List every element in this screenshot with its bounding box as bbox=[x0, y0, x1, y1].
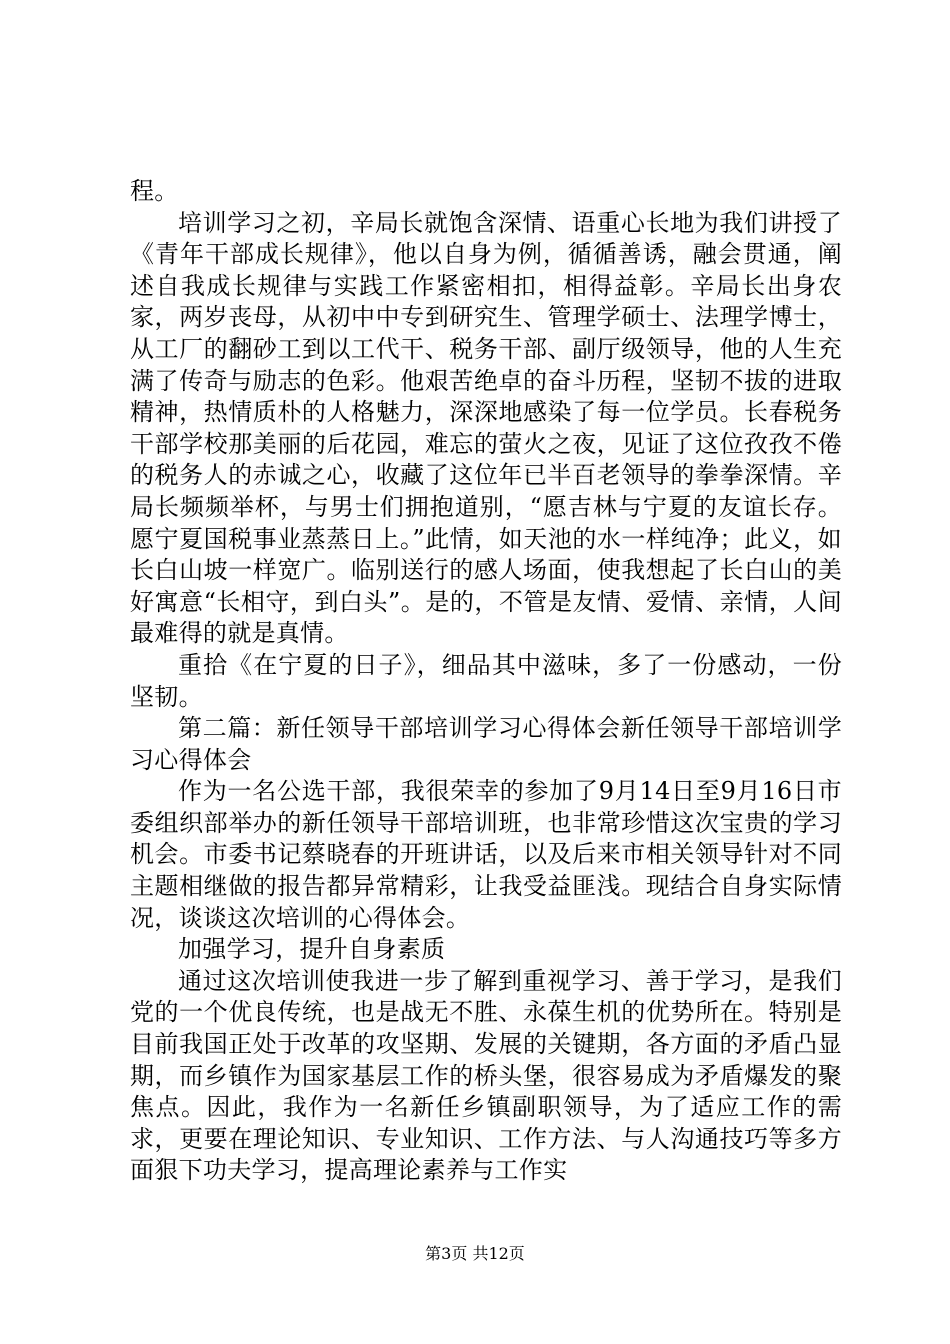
body-text bbox=[130, 176, 842, 1187]
paragraph-1: 程。 bbox=[130, 177, 179, 205]
page-number: 第3页 共12页 bbox=[425, 1244, 525, 1263]
page-footer bbox=[0, 1244, 950, 1264]
subheading: 加强学习，提升自身素质 bbox=[178, 935, 446, 964]
paragraph-2: 培训学习之初，辛局长就饱含深情、语重心长地为我们讲授了《青年干部成长规律》，他以自身为例，循循善诱，融会贯通，阐述自我成长规律与实践工作紧密相扣，相得益彰。辛局长出身农家，两岁丧母，从初中中专到研究生、管理学硕士、法理学博士，从工厂的翻砂工到以工代干、税务干部、副厅级领导，他的人生充满了传奇与励志的色彩。他艰苦绝卓的奋斗历程，坚韧不拔的进取精神，热情质朴的人格魅力，深深地感染了每一位学员。长春税务干部学校那美丽的后花园，难忘的萤火之夜，见证了这位孜孜不倦的税务人的赤诚之心，收藏了这位年已半百老领导的拳拳深情。辛局长频频举杯，与男士们拥抱道别，“愿吉林与宁夏的友谊长存。愿宁夏国税事业蒸蒸日上。”此情，如天池的水一样纯净；此义，如长白山坡一样宽广。临别送行的感人场面，使我想起了长白山的美好寓意“长相守，到白头”。是的，不管是友情、爱情、亲情，人间最难得的就是真情。 bbox=[130, 208, 842, 648]
paragraph-3: 重拾《在宁夏的日子》，细品其中滋味，多了一份感动，一份坚韧。 bbox=[130, 650, 842, 711]
paragraph-5: 通过这次培训使我进一步了解到重视学习、善于学习，是我们党的一个优良传统，也是战无不胜、永葆生机的优势所在。特别是目前我国正处于改革的攻坚期、发展的关键期，各方面的矛盾凸显期，而乡镇作为国家基层工作的桥头堡，很容易成为矛盾爆发的聚焦点。因此，我作为一名新任乡镇副职领导，为了适应工作的需求，更要在理论知识、专业知识、工作方法、与人沟通技巧等多方面狠下功夫学习，提高理论素养与工作实 bbox=[130, 966, 842, 1185]
section-heading: 第二篇：新任领导干部培训学习心得体会新任领导干部培训学习心得体会 bbox=[130, 714, 842, 774]
paragraph-4: 作为一名公选干部，我很荣幸的参加了9月14日至9月16日市委组织部举办的新任领导干部培训班，也非常珍惜这次宝贵的学习机会。市委书记蔡晓春的开班讲话，以及后来市相关领导针对不同主题相继做的报告都异常精彩，让我受益匪浅。现结合自身实际情况，谈谈这次培训的心得体会。 bbox=[130, 777, 842, 932]
